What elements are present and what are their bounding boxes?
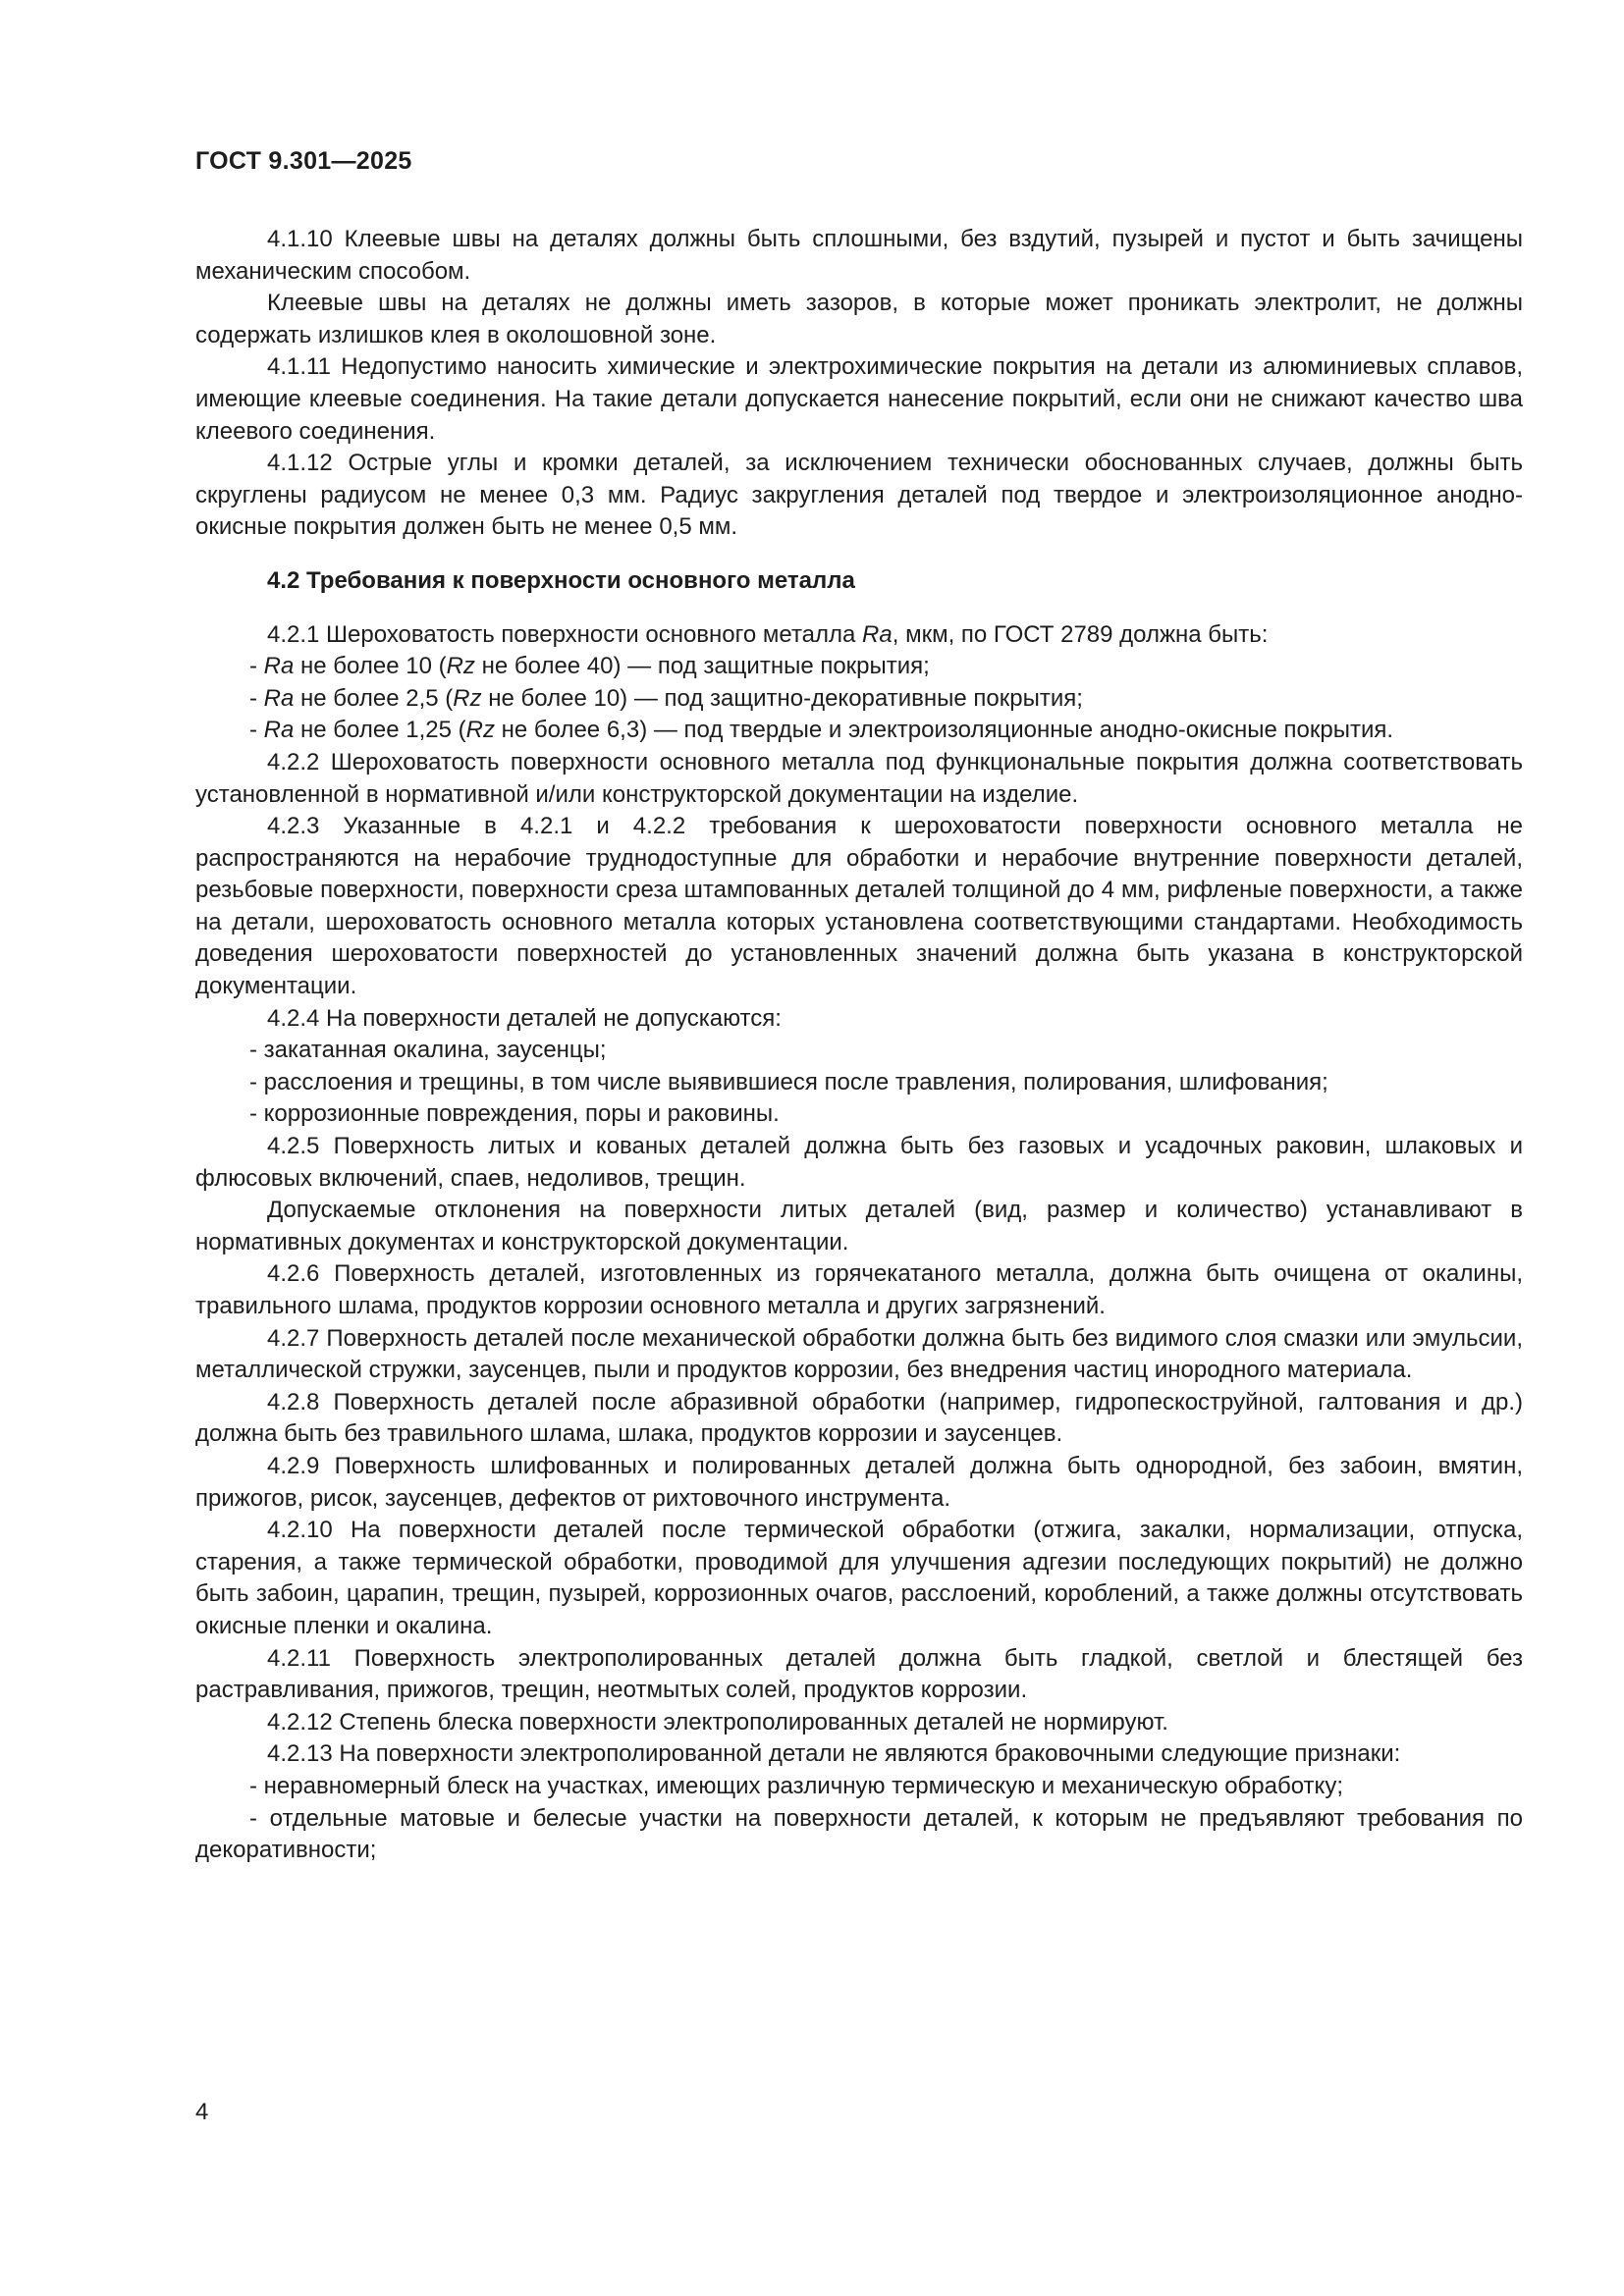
list-dash: -: [249, 653, 264, 680]
document-body: [195, 224, 1523, 1867]
paragraph-4-2-9: 4.2.9 Поверхность шлифованных и полированных деталей должна быть однородной, без забоин, вмятин, прижогов, рисок, заусенцев, дефектов от рихтовочного инструмента.: [195, 1452, 1523, 1512]
list-item-defect-2: - расслоения и трещины, в том числе выявившиеся после травления, полирования, шлифования;: [249, 1068, 1328, 1095]
paragraph-4-2-2: 4.2.2 Шероховатость поверхности основного металла под функциональные покрытия должна соответствовать установленной в нормативной и/или конструкторской документации на изделие.: [195, 748, 1523, 808]
document-code-header: ГОСТ 9.301—2025: [195, 147, 412, 175]
paragraph-4-2-1-text-end: , мкм, по ГОСТ 2789 должна быть:: [892, 620, 1269, 648]
list-item-defect-3: - коррозионные повреждения, поры и раковины.: [249, 1100, 780, 1128]
list-item-text: не более 10 (: [294, 653, 447, 680]
list-item-text: не более 40) — под защитные покрытия;: [474, 653, 930, 680]
paragraph-4-2-8: 4.2.8 Поверхность деталей после абразивной обработки (например, гидропескоструйной, галтования и др.) должна быть без травильного шлама, шлака, продуктов коррозии и заусенцев.: [195, 1388, 1523, 1448]
list-item-text: не более 1,25 (: [294, 717, 466, 744]
paragraph-4-2-3: 4.2.3 Указанные в 4.2.1 и 4.2.2 требования к шероховатости поверхности основного металла не распространяются на нерабочие труднодоступные для обработки и нерабочие внутренние поверхности деталей, резьбовые поверхности, поверхности среза штампованных деталей толщиной до 4 мм, рифленые поверхности, а также на детали, шероховатость основного металла которых установлена соответствующими стандартами. Необходимость доведения шероховатости поверхностей до установленных значений должна быть указана в конструкторской документации.: [195, 813, 1523, 1000]
paragraph-4-2-6: 4.2.6 Поверхность деталей, изготовленных из горячекатаного металла, должна быть очищена от окалины, травильного шлама, продуктов коррозии основного металла и других загрязнений.: [195, 1260, 1523, 1319]
list-item-roughness-3: [195, 715, 1523, 747]
section-heading-4-2: 4.2 Требования к поверхности основного металла: [267, 566, 855, 594]
paragraph-4-2-1: [195, 619, 1523, 652]
list-dash: -: [249, 717, 264, 744]
paragraph-4-2-5: 4.2.5 Поверхность литых и кованых деталей должна быть без газовых и усадочных раковин, шлаковых и флюсовых включений, спаев, недоливов, трещин.: [195, 1133, 1523, 1192]
paragraph-4-2-7: 4.2.7 Поверхность деталей после механической обработки должна быть без видимого слоя смазки или эмульсии, металлической стружки, заусенцев, пыли и продуктов коррозии, без внедрения частиц инородного материала.: [195, 1324, 1523, 1384]
list-item-text: не более 10) — под защитно-декоративные покрытия;: [481, 684, 1083, 712]
page-number: 4: [195, 2099, 209, 2125]
list-item-roughness-2: [195, 683, 1523, 716]
list-item-non-defect-2: - отдельные матовые и белесые участки на поверхности деталей, к которым не предъявляют требования по декоративности;: [195, 1804, 1523, 1864]
paragraph-4-1-10-continued: Клеевые швы на деталях не должны иметь зазоров, в которые может проникать электролит, не должны содержать излишков клея в околошовной зоне.: [195, 290, 1523, 348]
paragraph-4-2-4: 4.2.4 На поверхности деталей не допускаются:: [267, 1004, 782, 1032]
paragraph-4-2-1-text: 4.2.1 Шероховатость поверхности основного металла: [267, 620, 863, 648]
list-item-defect-1: - закатанная окалина, заусенцы;: [249, 1037, 607, 1064]
rz-symbol: Rz: [453, 684, 482, 712]
paragraph-4-1-10: 4.1.10 Клеевые швы на деталях должны быть сплошными, без вздутий, пузырей и пустот и быть зачищены механическим способом.: [195, 226, 1523, 285]
paragraph-4-2-10: 4.2.10 На поверхности деталей после термической обработки (отжига, закалки, нормализации, отпуска, старения, а также термической обработки, проводимой для улучшения адгезии последующих покрытий) не должно быть забоин, царапин, трещин, пузырей, коррозионных очагов, расслоений, короблений, а также должны отсутствовать окисные пленки и окалина.: [195, 1517, 1523, 1639]
rz-symbol: Rz: [446, 653, 475, 680]
list-item-text: не более 2,5 (: [294, 684, 454, 712]
paragraph-4-1-11: 4.1.11 Недопустимо наносить химические и электрохимические покрытия на детали из алюминиевых сплавов, имеющие клеевые соединения. На такие детали допускается нанесение покрытий, если они не снижают качество шва клеевого соединения.: [195, 353, 1523, 445]
list-item-text: не более 6,3) — под твердые и электроизоляционные анодно-окисные покрытия.: [494, 717, 1394, 744]
paragraph-4-1-12: 4.1.12 Острые углы и кромки деталей, за исключением технически обоснованных случаев, должны быть скруглены радиусом не менее 0,3 мм. Радиус закругления деталей под твердое и электроизоляционное анодно-окисные покрытия должен быть не менее 0,5 мм.: [195, 450, 1523, 541]
rz-symbol: Rz: [465, 717, 495, 744]
paragraph-4-2-13: 4.2.13 На поверхности электрополированной детали не являются браковочными следующие признаки:: [267, 1740, 1401, 1768]
list-item-roughness-1: [195, 651, 1523, 683]
list-item-non-defect-1: - неравномерный блеск на участках, имеющих различную термическую и механическую обработку;: [249, 1772, 1343, 1799]
list-dash: -: [249, 684, 264, 712]
ra-symbol: Ra: [263, 684, 295, 712]
paragraph-4-2-12: 4.2.12 Степень блеска поверхности электрополированных деталей не нормируют.: [267, 1708, 1168, 1735]
paragraph-4-2-5-continued: Допускаемые отклонения на поверхности литых деталей (вид, размер и количество) устанавливают в нормативных документах и конструкторской документации.: [195, 1197, 1523, 1255]
paragraph-4-2-11: 4.2.11 Поверхность электрополированных деталей должна быть гладкой, светлой и блестящей без растравливания, прижогов, трещин, неотмытых солей, продуктов коррозии.: [195, 1644, 1523, 1704]
ra-symbol: Ra: [862, 620, 893, 648]
ra-symbol: Ra: [263, 653, 295, 680]
ra-symbol: Ra: [263, 717, 295, 744]
